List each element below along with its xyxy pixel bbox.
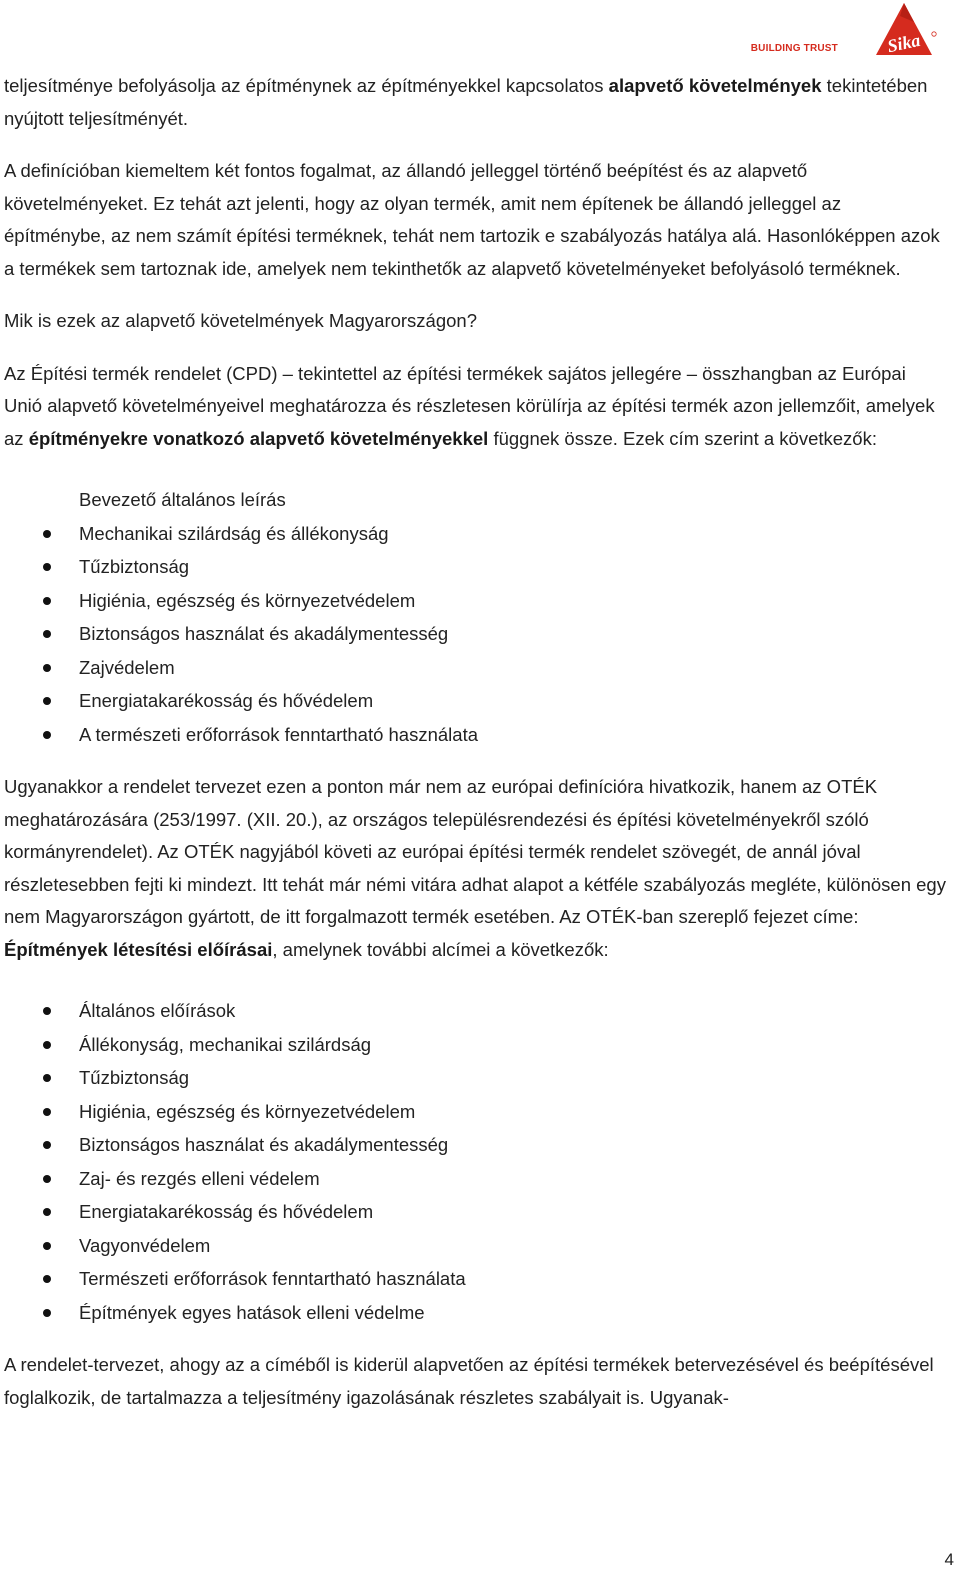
emphasis-chapter-title: Építmények létesítési előírásai [4, 938, 273, 960]
cpd-requirements-list [4, 483, 948, 751]
list-item: Higiénia, egészség és környezetvédelem [4, 1095, 948, 1129]
sika-logo-mark-icon [874, 2, 938, 58]
list-item: Természeti erőforrások fenntartható használata [4, 1262, 948, 1296]
otek-subtitles-list [4, 994, 948, 1329]
list-item: A természeti erőforrások fenntartható használata [4, 718, 948, 752]
page-number: 4 [944, 1550, 954, 1569]
list-intro: Bevezető általános leírás [79, 489, 286, 510]
list-item: Általános előírások [4, 994, 948, 1028]
emphasis-building-requirements: építményekre vonatkozó alapvető követelményekkel [28, 427, 489, 449]
document-body [4, 70, 948, 1434]
list-item: Higiénia, egészség és környezetvédelem [4, 584, 948, 618]
sika-logo [750, 2, 938, 58]
list-item: Energiatakarékosság és hővédelem [4, 1195, 948, 1229]
list-item: Vagyonvédelem [4, 1229, 948, 1263]
list-item: Tűzbiztonság [4, 550, 948, 584]
paragraph-6: A rendelet-tervezet, ahogy az a címéből is kiderül alapvetően az építési termékek betervezésével és beépítésével foglalkozik, de tartalmazza a teljesítmény igazolásának részletes szabályait is. Ugyanak- [4, 1354, 934, 1408]
paragraph-3-question: Mik is ezek az alapvető követelmények Magyarországon? [4, 310, 478, 331]
sika-logo-word: Sika [885, 29, 923, 57]
paragraph-1: teljesítménye befolyásolja az építménynek az építményekkel kapcsolatos alapvető követelmények tekintetében nyújtott teljesítményét. [4, 75, 928, 129]
brand-tagline: BUILDING TRUST [750, 43, 838, 54]
emphasis-basic-requirements: alapvető követelmények [608, 75, 822, 96]
list-item: Zajvédelem [4, 651, 948, 685]
list-item: Mechanikai szilárdság és állékonyság [4, 517, 948, 551]
list-item: Biztonságos használat és akadálymentesség [4, 1128, 948, 1162]
list-item: Állékonyság, mechanikai szilárdság [4, 1028, 948, 1062]
paragraph-5: Ugyanakkor a rendelet tervezet ezen a ponton már nem az európai definícióra hivatkozik, hanem az OTÉK meghatározására (253/1997. (XII. 20.), az országos településrendezési és építési követelményekről szóló kormányrendelet). Az OTÉK nagyjából követi az európai építési termék rendelet szövegét, de annál jóval részletesebben fejti ki mindezt. Itt tehát már némi vitára adhat alapot a kétféle szabályozás megléte, különösen egy nem Magyarországon gyártott, de itt forgalmazott termék esetében. Az OTÉK-ban szereplő fejezet címe: Építmények létesítési előírásai, amelynek további alcímei a következők: [4, 776, 946, 960]
list-item: Tűzbiztonság [4, 1061, 948, 1095]
list-item: Energiatakarékosság és hővédelem [4, 684, 948, 718]
list-item: Építmények egyes hatások elleni védelme [4, 1296, 948, 1330]
list-item: Zaj- és rezgés elleni védelem [4, 1162, 948, 1196]
paragraph-2: A definícióban kiemeltem két fontos fogalmat, az állandó jelleggel történő beépítést és az alapvető követelményeket. Ez tehát azt jelenti, hogy az olyan termék, amit nem építenek be állandó jelleggel az építménybe, az nem számít építési terméknek, tehát nem tartozik e szabályozás hatálya alá. Hasonlóképpen azok a termékek sem tartoznak ide, amelyek nem tekinthetők az alapvető követelményeket befolyásoló terméknek. [4, 160, 940, 279]
paragraph-4: Az Építési termék rendelet (CPD) – tekintettel az építési termékek sajátos jellegére – összhangban az Európai Unió alapvető követelményeivel meghatározza és részletesen körülírja az építési termék azon jellemzőit, amelyek az építményekre vonatkozó alapvető követelményekkel függnek össze. Ezek cím szerint a következők: [4, 362, 935, 449]
list-item: Biztonságos használat és akadálymentesség [4, 617, 948, 651]
